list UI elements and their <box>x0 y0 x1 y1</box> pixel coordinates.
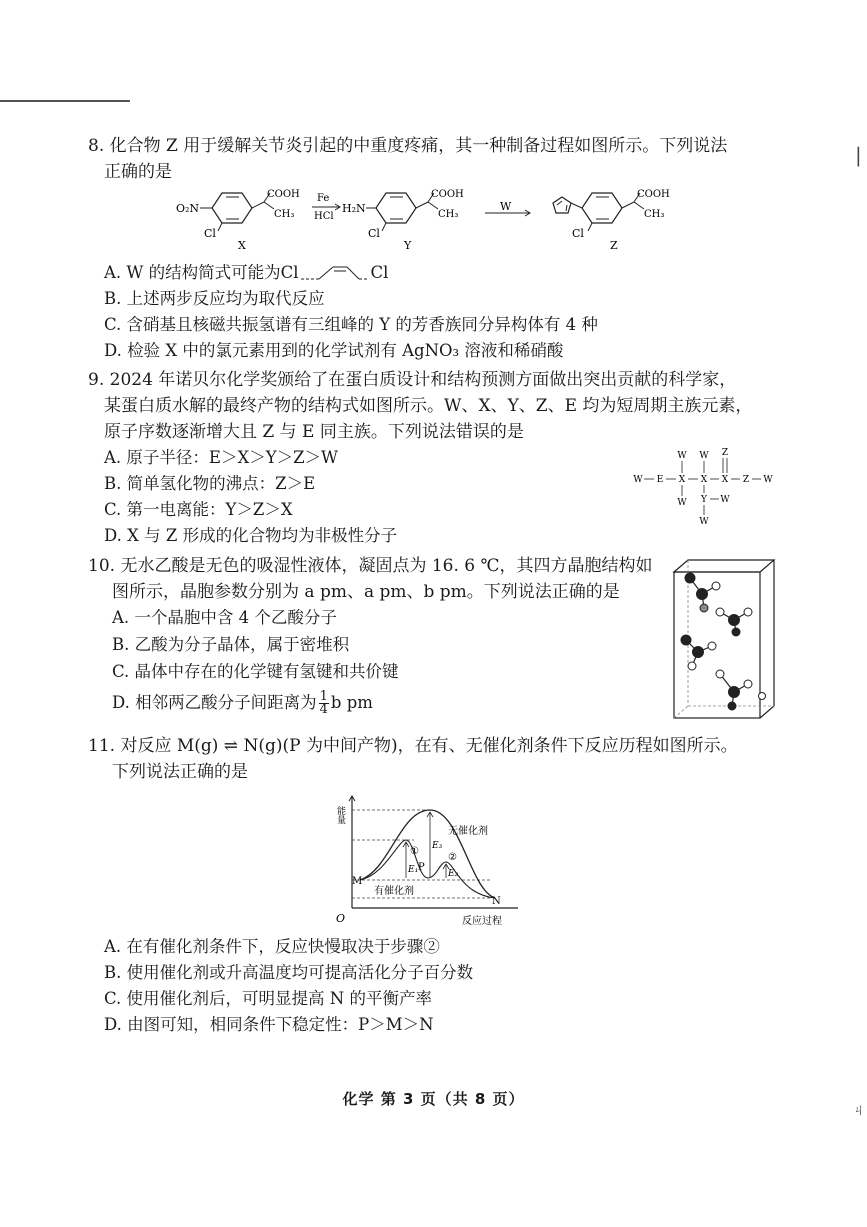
no-catalyst-label: 无催化剂 <box>448 826 488 837</box>
page-footer: 化学 第 3 页（共 8 页） <box>342 1090 525 1108</box>
q11-option-c: C. 使用催化剂后，可明显提高 N 的平衡产率 <box>104 989 432 1008</box>
q8-y-cooh: COOH <box>431 189 464 200</box>
q9-option-d: D. X 与 Z 形成的化合物均为非极性分子 <box>104 526 398 545</box>
atom-z: Z <box>742 475 750 485</box>
q11-option-a: A. 在有催化剂条件下，反应快慢取决于步骤② <box>104 937 440 956</box>
label-p: P <box>418 862 425 873</box>
q10-crystal-cell <box>670 556 778 722</box>
atom-y: Y <box>701 495 707 505</box>
q8-reagent-w: W <box>500 200 512 213</box>
atom-x: X <box>721 475 729 485</box>
atom-x: X <box>678 475 686 485</box>
q11-energy-diagram <box>330 790 530 930</box>
q8-reagent-fe: Fe <box>317 193 330 204</box>
q8-stem-line1: 8. 化合物 Z 用于缓解关节炎引起的中重度疼痛，其一种制备过程如图所示。下列说法 <box>88 136 728 156</box>
q9-stem-line1: 9. 2024 年诺贝尔化学奖颁给了在蛋白质设计和结构预测方面做出突出贡献的科学家， <box>88 370 737 390</box>
atom-w: W <box>699 517 709 527</box>
label-e1: E₁ <box>408 865 419 875</box>
atom-w: W <box>763 475 773 485</box>
q9-option-c: C. 第一电离能：Y＞Z＞X <box>104 500 293 519</box>
q9-stem-line3: 原子序数逐渐增大且 Z 与 E 同主族。下列说法错误的是 <box>104 422 524 442</box>
atom-w: W <box>720 495 730 505</box>
atom-w: W <box>699 451 709 461</box>
q11-stem-line2: 下列说法正确的是 <box>112 762 248 782</box>
q8-option-c: C. 含硝基且核磁共振氢谱有三组峰的 Y 的芳香族同分异构体有 4 种 <box>104 315 598 334</box>
label-m: M <box>352 876 363 887</box>
cis-butene-structure <box>299 263 371 285</box>
q8-option-a-cl2: Cl <box>370 263 389 282</box>
q10-option-d-unit: b pm <box>330 693 373 712</box>
q10-option-d-text: D. 相邻两乙酸分子间距离为 <box>112 693 317 712</box>
label-n: N <box>492 896 501 907</box>
q8-option-a-cl1: Cl <box>280 263 299 282</box>
fraction-one-quarter <box>319 691 329 716</box>
atom-w: W <box>677 451 687 461</box>
with-catalyst-label: 有催化剂 <box>374 886 414 897</box>
q8-option-b: B. 上述两步反应均为取代反应 <box>104 289 325 308</box>
q8-x-no2: O₂N <box>176 202 200 215</box>
atom-x: X <box>700 475 708 485</box>
fraction-numerator: 1 <box>319 689 328 704</box>
label-step1: ① <box>410 846 419 857</box>
q8-x-cooh: COOH <box>267 189 300 200</box>
q9-structure-formula <box>630 448 780 530</box>
label-step2: ② <box>448 852 457 863</box>
atom-w: W <box>677 498 687 508</box>
origin-label: O <box>336 912 346 925</box>
q8-label-z: Z <box>610 239 618 252</box>
margin-mark: ㄐ <box>852 1103 866 1119</box>
q10-option-b: B. 乙酸为分子晶体，属于密堆积 <box>112 635 350 654</box>
q8-z-cooh: COOH <box>637 189 670 200</box>
margin-mark: | <box>855 143 862 167</box>
fraction-denominator: 4 <box>319 702 328 717</box>
q8-option-a-text: A. W 的结构简式可能为 <box>104 263 281 282</box>
q11-option-d: D. 由图可知，相同条件下稳定性：P＞M＞N <box>104 1015 434 1034</box>
q10-option-a: A. 一个晶胞中含 4 个乙酸分子 <box>112 608 337 627</box>
y-axis-label: 能量 <box>335 806 345 824</box>
q10-stem-line2: 图所示，晶胞参数分别为 a pm、a pm、b pm。下列说法正确的是 <box>112 582 620 602</box>
q10-option-c: C. 晶体中存在的化学键有氢键和共价键 <box>112 662 399 681</box>
q8-x-ch3: CH₃ <box>274 209 295 220</box>
q11-stem-line1: 11. 对反应 M(g) ⇌ N(g)(P 为中间产物)，在有、无催化剂条件下反应历程如图所示。 <box>88 736 738 756</box>
q10-stem-line1: 10. 无水乙酸是无色的吸湿性液体，凝固点为 16. 6 ℃，其四方晶胞结构如 <box>88 556 653 576</box>
q10-option-d <box>112 691 373 716</box>
scan-mark <box>0 98 130 104</box>
atom-w: W <box>633 475 643 485</box>
q9-option-b: B. 简单氢化物的沸点：Z＞E <box>104 474 316 493</box>
x-axis-label: 反应过程 <box>462 916 502 927</box>
q11-option-b: B. 使用催化剂或升高温度均可提高活化分子百分数 <box>104 963 474 982</box>
q8-stem-line2: 正确的是 <box>104 162 172 182</box>
q8-x-cl: Cl <box>204 227 216 240</box>
atom-z: Z <box>721 448 729 458</box>
q8-option-a <box>104 261 388 285</box>
label-e2: E₂ <box>448 869 459 879</box>
q8-option-d: D. 检验 X 中的氯元素用到的化学试剂有 AgNO₃ 溶液和稀硝酸 <box>104 341 564 360</box>
q9-stem-line2: 某蛋白质水解的最终产物的结构式如图所示。W、X、Y、Z、E 均为短周期主族元素， <box>104 396 753 416</box>
q8-y-cl: Cl <box>368 227 380 240</box>
atom-e: E <box>656 475 664 485</box>
q8-reagent-hcl: HCl <box>314 211 334 222</box>
label-e3: E₃ <box>432 841 443 851</box>
q8-reaction-scheme <box>170 185 690 260</box>
q8-y-ch3: CH₃ <box>438 209 459 220</box>
q8-z-ch3: CH₃ <box>644 209 665 220</box>
q8-label-x: X <box>238 239 246 252</box>
q9-option-a: A. 原子半径：E＞X＞Y＞Z＞W <box>104 448 339 467</box>
q8-z-cl: Cl <box>572 227 584 240</box>
q8-label-y: Y <box>404 239 412 252</box>
q8-y-h2n: H₂N <box>342 202 366 215</box>
